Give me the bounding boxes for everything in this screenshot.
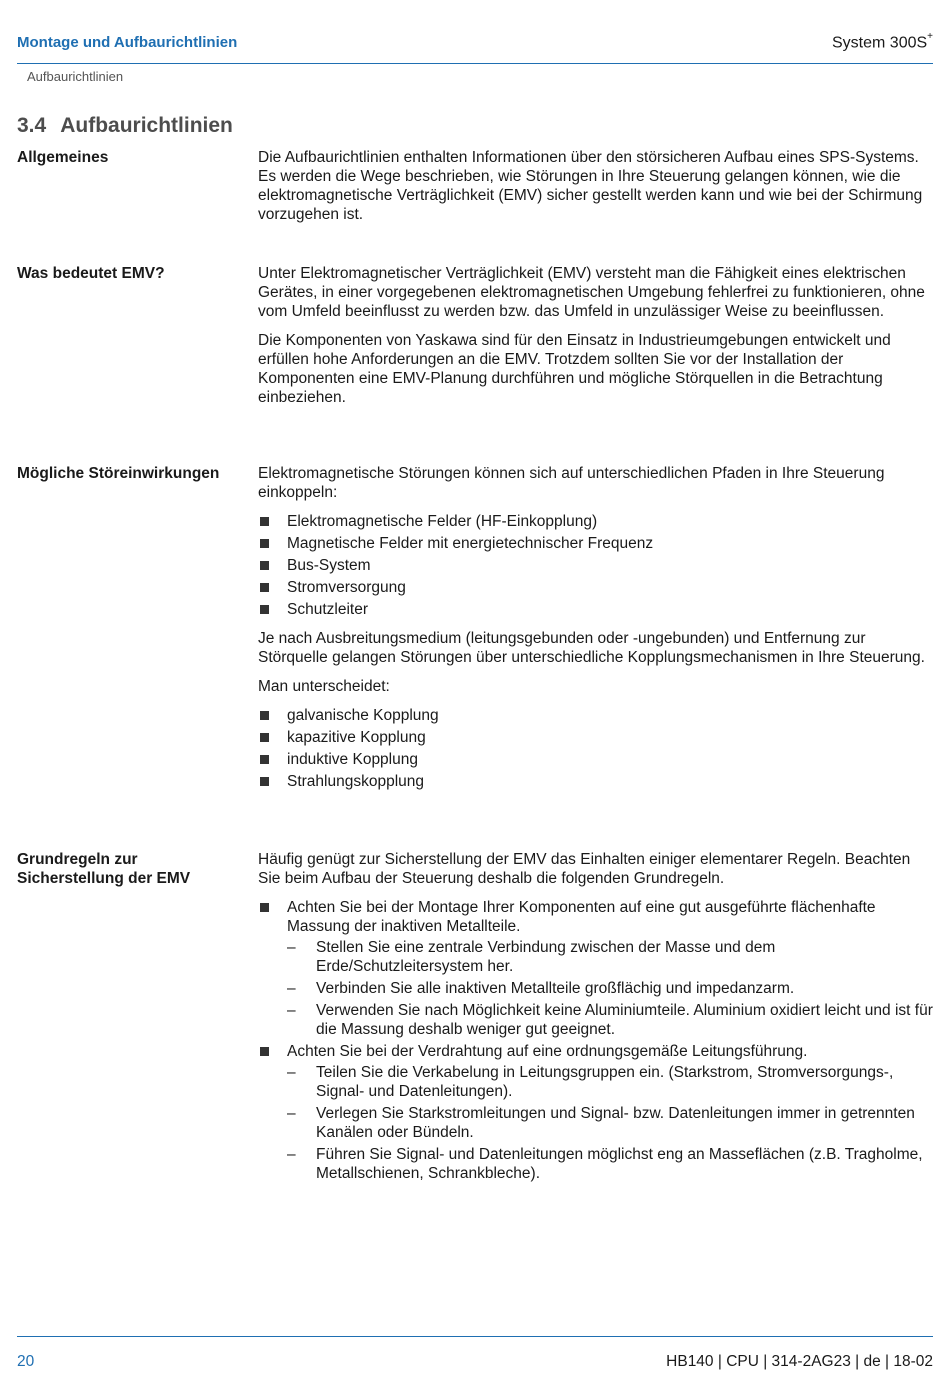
paragraph: Die Komponenten von Yaskawa sind für den Einsatz in Industrieumgebungen entwickelt und erfüllen hohe Anforderungen an die EMV. Trotzdem sollten Sie vor der Installation der Komponenten eine EMV-Planung durchführen und mögliche Störquellen in die Betrachtung einbeziehen. (258, 332, 891, 406)
paragraph: Häufig genügt zur Sicherstellung der EMV das Einhalten einiger elementarer Regeln. Beachten Sie beim Aufbau der Steuerung deshalb die folgenden Grundregeln. (258, 851, 911, 887)
sub-item-text: Stellen Sie eine zentrale Verbindung zwischen der Masse und dem Erde/Schutzleitersystem her. (316, 939, 776, 975)
paragraph: Elektromagnetische Störungen können sich auf unterschiedlichen Pfaden in Ihre Steuerung einkoppeln: (258, 465, 885, 501)
sub-item (287, 1104, 933, 1142)
chapter-title: Montage und Aufbaurichtlinien (17, 34, 238, 51)
rule-list (258, 898, 933, 1183)
dash-marker: – (287, 1146, 296, 1163)
sub-item (287, 1145, 933, 1183)
dash-marker: – (287, 1002, 296, 1019)
label-grundregeln: Grundregeln zur Sicherstellung der EMV (17, 851, 191, 887)
document-id: HB140 | CPU | 314-2AG23 | de | 18-02 (666, 1353, 933, 1370)
section-heading (17, 114, 233, 138)
list-item: Bus-System (258, 556, 933, 575)
body-stoereinwirkungen (258, 464, 933, 801)
footer-rule (17, 1336, 933, 1337)
dash-marker: – (287, 939, 296, 956)
coupling-kind-list (258, 706, 933, 791)
product-name (832, 33, 933, 52)
rule-sublist (287, 938, 933, 1039)
body-grundregeln (258, 850, 933, 1193)
list-item: Strahlungskopplung (258, 772, 933, 791)
list-item: Schutzleiter (258, 600, 933, 619)
dash-marker: – (287, 1064, 296, 1081)
dash-marker: – (287, 1105, 296, 1122)
paragraph: Die Aufbaurichtlinien enthalten Informationen über den störsicheren Aufbau eines SPS-Systems. Es werden die Wege beschrieben, wie Störungen in Ihre Steuerung gelangen können, wie die elektromagnetische Verträglichkeit (EMV) sicher gestellt werden kann und wie bei der Schirmung vorzugehen ist. (258, 149, 923, 223)
sub-item (287, 1063, 933, 1101)
sub-item-text: Verbinden Sie alle inaktiven Metallteile großflächig und impedanzarm. (316, 980, 795, 997)
coupling-path-list (258, 512, 933, 619)
paragraph: Je nach Ausbreitungsmedium (leitungsgebunden oder -ungebunden) und Entfernung zur Störquelle gelangen Störungen über unterschiedliche Kopplungsmechanismen in Ihre Steuerung. (258, 630, 925, 666)
list-item: Stromversorgung (258, 578, 933, 597)
list-item: induktive Kopplung (258, 750, 933, 769)
paragraph: Man unterscheidet: (258, 678, 390, 695)
rule-item (258, 1042, 933, 1183)
body-allgemeines (258, 148, 933, 234)
rule-item (258, 898, 933, 1039)
list-item: Elektromagnetische Felder (HF-Einkopplung) (258, 512, 933, 531)
label-emv: Was bedeutet EMV? (17, 265, 165, 282)
label-allgemeines: Allgemeines (17, 149, 109, 166)
page-number: 20 (17, 1353, 35, 1370)
breadcrumb: Aufbaurichtlinien (27, 69, 124, 84)
list-item: Magnetische Felder mit energietechnischer Frequenz (258, 534, 933, 553)
section-number: 3.4 (17, 114, 47, 137)
sub-item-text: Verwenden Sie nach Möglichkeit keine Aluminiumteile. Aluminium oxidiert leicht und ist für die Massung deshalb weniger gut geeignet. (316, 1002, 933, 1038)
sub-item-text: Führen Sie Signal- und Datenleitungen möglichst eng an Masseflächen (z.B. Tragholme, Metallschienen, Schrankbleche). (316, 1146, 923, 1182)
sub-item (287, 938, 933, 976)
header-rule (17, 63, 933, 64)
section-title: Aufbaurichtlinien (60, 114, 233, 137)
sub-item-text: Teilen Sie die Verkabelung in Leitungsgruppen ein. (Starkstrom, Stromversorgungs-, Signal- und Datenleitungen). (316, 1064, 894, 1100)
paragraph: Unter Elektromagnetischer Verträglichkeit (EMV) versteht man die Fähigkeit eines elektrischen Gerätes, in einer vorgegebenen elektromagnetischen Umgebung fehlerfrei zu funktionieren, ohne vom Umfeld beeinflusst zu werden bzw. das Umfeld in unzulässiger Weise zu beeinflussen. (258, 265, 925, 320)
rule-sublist (287, 1063, 933, 1183)
list-item: galvanische Kopplung (258, 706, 933, 725)
rule-text: Achten Sie bei der Verdrahtung auf eine ordnungsgemäße Leitungsführung. (287, 1043, 808, 1060)
list-item: kapazitive Kopplung (258, 728, 933, 747)
product-name-text: System 300S (832, 34, 928, 52)
product-superscript: + (927, 31, 933, 42)
label-stoereinwirkungen: Mögliche Störeinwirkungen (17, 465, 220, 482)
rule-text: Achten Sie bei der Montage Ihrer Komponenten auf eine gut ausgeführte flächenhafte Massung der inaktiven Metallteile. (287, 899, 876, 935)
sub-item-text: Verlegen Sie Starkstromleitungen und Signal- bzw. Datenleitungen immer in getrennten Kanälen oder Bündeln. (316, 1105, 915, 1141)
body-emv (258, 264, 933, 417)
sub-item (287, 979, 933, 998)
sub-item (287, 1001, 933, 1039)
dash-marker: – (287, 980, 296, 997)
